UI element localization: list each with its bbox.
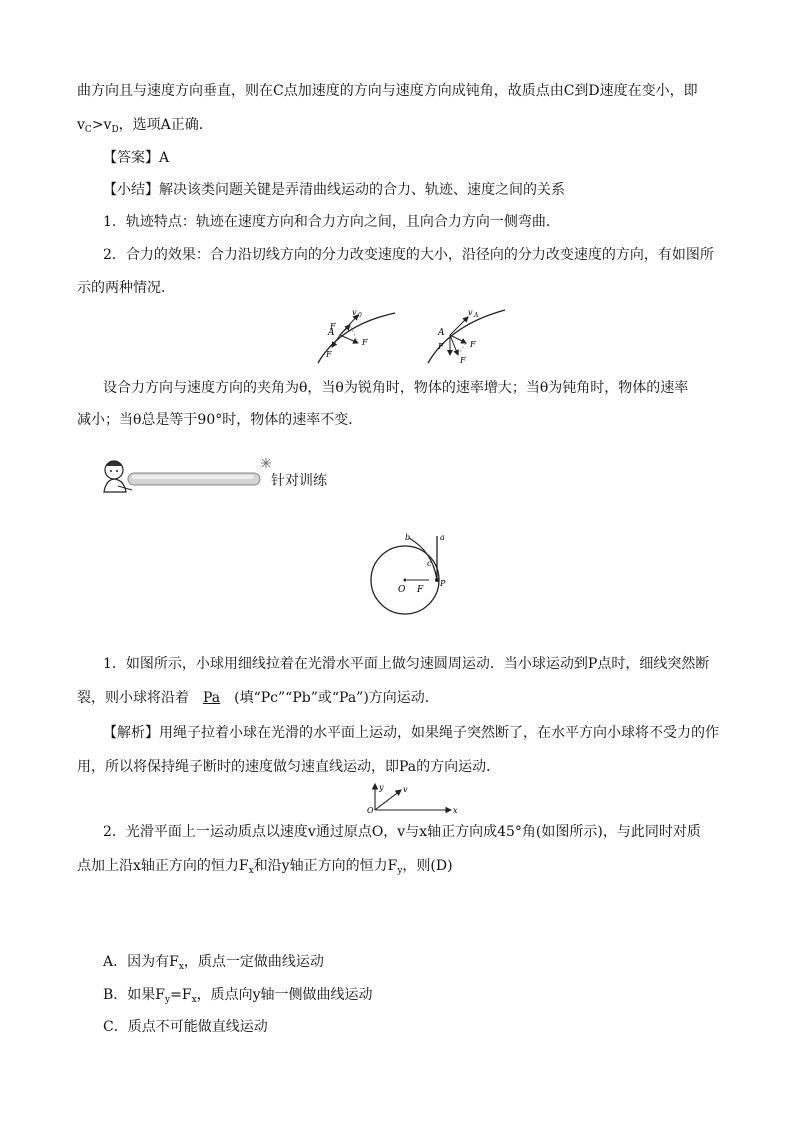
d1-right-v-sub: A <box>474 312 479 319</box>
vc-subscript: C <box>84 125 92 135</box>
option-b-mid: =F <box>170 987 192 1003</box>
d1-right-f3: F <box>460 356 466 365</box>
q2-line2-post: ，则(D) <box>402 858 453 874</box>
section-label: 针对训练 <box>271 473 327 489</box>
circle-diagram <box>365 530 455 620</box>
diagram1-left <box>318 308 395 363</box>
q2-line2-pre: 点加上沿x轴正方向的恒力F <box>77 858 249 874</box>
vc-symbol: v <box>77 117 85 133</box>
q1-analysis-line2: 用，所以将保持绳子断时的速度做匀速直线运动，即Pa的方向运动． <box>77 759 501 775</box>
d3-o-label: O <box>367 806 374 814</box>
q1-analysis-line1: 【解析】用绳子拉着小球在光滑的水平面上运动，如果绳子突然断了，在水平方向小球将不受力的作 <box>103 725 719 741</box>
para1-line2 <box>77 115 213 140</box>
para1-line1: 曲方向且与速度方向垂直，则在C点加速度的方向与速度方向成钝角，故质点由C到D速度在变小，即 <box>77 83 698 99</box>
sparkle-icon <box>261 458 271 468</box>
d1-left-point: A <box>328 328 335 338</box>
d1-left-v: v <box>352 308 357 317</box>
q2-line2-mid: 和沿y轴正方向的恒力F <box>253 858 398 874</box>
d3-y-label: y <box>379 783 384 792</box>
option-a-pre: A．因为有F <box>103 954 179 970</box>
q1-line1: 1．如图所示，小球用细线拉着在光滑水平面上做匀速圆周运动．当小球运动到P点时，细线突然断 <box>103 656 710 672</box>
summary-item2-line1: 2．合力的效果：合力沿切线方向的分力改变速度的大小，沿径向的分力改变速度的方向，有如图所 <box>103 247 714 263</box>
q1-answer-blank: Pa <box>203 690 221 706</box>
d3-x-label: x <box>453 806 458 814</box>
option-a-post: ，质点一定做曲线运动 <box>183 954 324 970</box>
d1-right-f2: F <box>470 340 476 349</box>
summary-heading: 【小结】解决该类问题关键是弄清曲线运动的合力、轨迹、速度之间的关系 <box>103 182 565 198</box>
q1-line2 <box>77 688 439 708</box>
summary-item2-line2: 示的两种情况． <box>77 280 175 296</box>
cartoon-student-icon <box>104 461 132 492</box>
q1-line2-post: (填“Pc”“Pb”或“Pa”)方向运动． <box>234 690 439 706</box>
d1-right-v: v <box>468 308 473 317</box>
gt-vd: >v <box>91 117 112 133</box>
d1-left-f1: F <box>330 322 336 331</box>
option-b <box>103 985 373 1010</box>
d2-a-label: a <box>440 533 445 542</box>
theta-line1: 设合力方向与速度方向的夹角为θ，当θ为锐角时，物体的速率增大；当θ为钝角时，物体的速率 <box>103 380 689 396</box>
d2-p-label: P <box>440 579 446 588</box>
option-a-sub: x <box>178 962 184 972</box>
d2-f-label: F <box>417 585 424 595</box>
vd-subscript: D <box>111 125 119 135</box>
option-b-pre: B．如果F <box>103 987 166 1003</box>
q2-line1: 2．光滑平面上一运动质点以速度v通过原点O，v与x轴正方向成45°角(如图所示)，与此同时对质 <box>103 824 701 840</box>
option-a <box>103 952 324 977</box>
q1-line2-pre: 裂，则小球将沿着 <box>77 690 189 706</box>
option-b-post: ，质点向y轴一侧做曲线运动 <box>196 987 373 1003</box>
summary-item1: 1．轨迹特点：轨迹在速度方向和合力方向之间，且向合力方向一侧弯曲． <box>103 214 560 230</box>
d2-o-label: O <box>398 585 406 595</box>
option-b-sub1: y <box>165 995 171 1005</box>
d1-left-f3: F <box>326 350 332 359</box>
d2-c-label: c <box>427 559 432 568</box>
d3-v-label: v <box>403 785 408 794</box>
q2-line2 <box>77 856 453 881</box>
diagram1-right <box>428 308 505 365</box>
q2-fy-sub: y <box>397 866 403 876</box>
answer-line: 【答案】A <box>103 150 170 166</box>
d1-right-point: A <box>438 328 445 338</box>
force-diagram <box>310 305 515 367</box>
d1-left-f2: F <box>362 338 368 347</box>
axes-diagram <box>365 782 460 814</box>
d2-b-label: b <box>405 533 411 542</box>
q2-fx-sub: x <box>248 866 254 876</box>
d1-right-f1: F <box>438 342 444 351</box>
section-banner <box>98 456 276 496</box>
para1-tail: ，选项A正确． <box>118 117 213 133</box>
d1-left-v-sub: 0 <box>358 312 362 319</box>
theta-line2: 减小；当θ总是等于90°时，物体的速率不变． <box>77 412 363 428</box>
option-b-sub2: x <box>191 995 197 1005</box>
option-c: C．质点不可能做直线运动 <box>103 1019 268 1035</box>
